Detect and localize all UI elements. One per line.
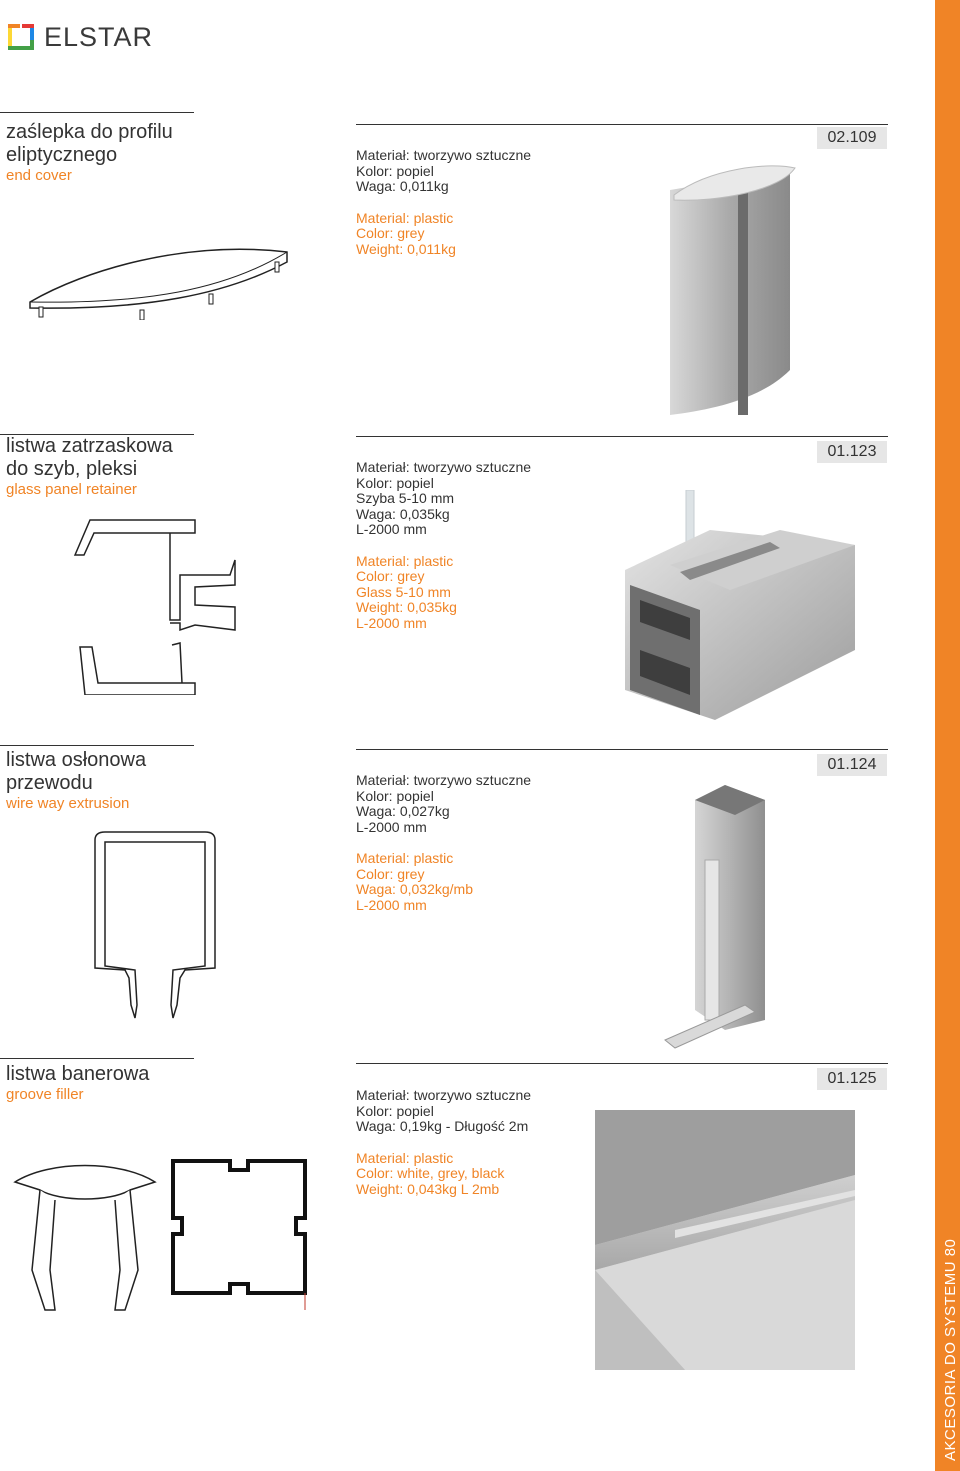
product-specs: Materiał: tworzywo sztuczne Kolor: popiel Szyba 5-10 mm Waga: 0,035kg L-2000 mm Material: plastic Color: grey Glass 5-10 mm Weight: 0,035kg L-2000 mm [356,459,532,631]
section-rule [356,124,888,125]
product-title-en: end cover [6,167,72,184]
section-rule [0,112,194,113]
product-title-pl: listwa zatrzaskowa do szyb, pleksi [6,435,173,480]
wire-way-profile-drawing [85,830,225,1020]
product-code: 01.124 [817,754,887,776]
section-rule [0,745,194,746]
groove-filler-render [595,1110,855,1370]
profile-section-drawing [170,1158,310,1318]
product-title-pl: listwa banerowa [6,1063,150,1085]
section-rule [0,1058,194,1059]
retainer-profile-drawing [70,515,250,695]
brand-name: ELSTAR [44,22,154,52]
groove-filler-profile-drawing [10,1160,160,1340]
section-rule [356,749,888,750]
elstar-logo [6,22,181,52]
product-code: 02.109 [817,127,887,149]
category-sidebar [935,0,960,1471]
product-code: 01.123 [817,441,887,463]
logo-mark-icon [6,22,36,52]
sidebar-label: AKCESORIA DO SYSTEMU 80 [942,1238,959,1461]
product-title-pl: listwa osłonowa przewodu [6,749,147,794]
product-code: 01.125 [817,1068,887,1090]
product-specs: Materiał: tworzywo sztuczne Kolor: popiel Waga: 0,027kg L-2000 mm Material: plastic Color: grey Waga: 0,032kg/mb L-2000 mm [356,772,532,913]
product-specs: Materiał: tworzywo sztuczne Kolor: popiel Waga: 0,19kg - Długość 2m Material: plastic Color: white, grey, black Weight: 0,043kg L 2mb [356,1087,532,1197]
wire-way-render [650,780,820,1050]
product-title-en: glass panel retainer [6,481,137,498]
product-title-en: wire way extrusion [6,795,130,812]
product-title-pl: zaślepka do profilu eliptycznego [6,121,173,166]
sidebar-label-wrap [937,1201,959,1461]
section-rule [356,436,888,437]
end-cover-drawing [25,240,295,320]
product-title-en: groove filler [6,1086,84,1103]
product-specs: Materiał: tworzywo sztuczne Kolor: popiel Waga: 0,011kg Material: plastic Color: grey Weight: 0,011kg [356,147,532,257]
end-cover-render [660,160,800,420]
retainer-render [620,490,860,720]
section-rule [356,1063,888,1064]
